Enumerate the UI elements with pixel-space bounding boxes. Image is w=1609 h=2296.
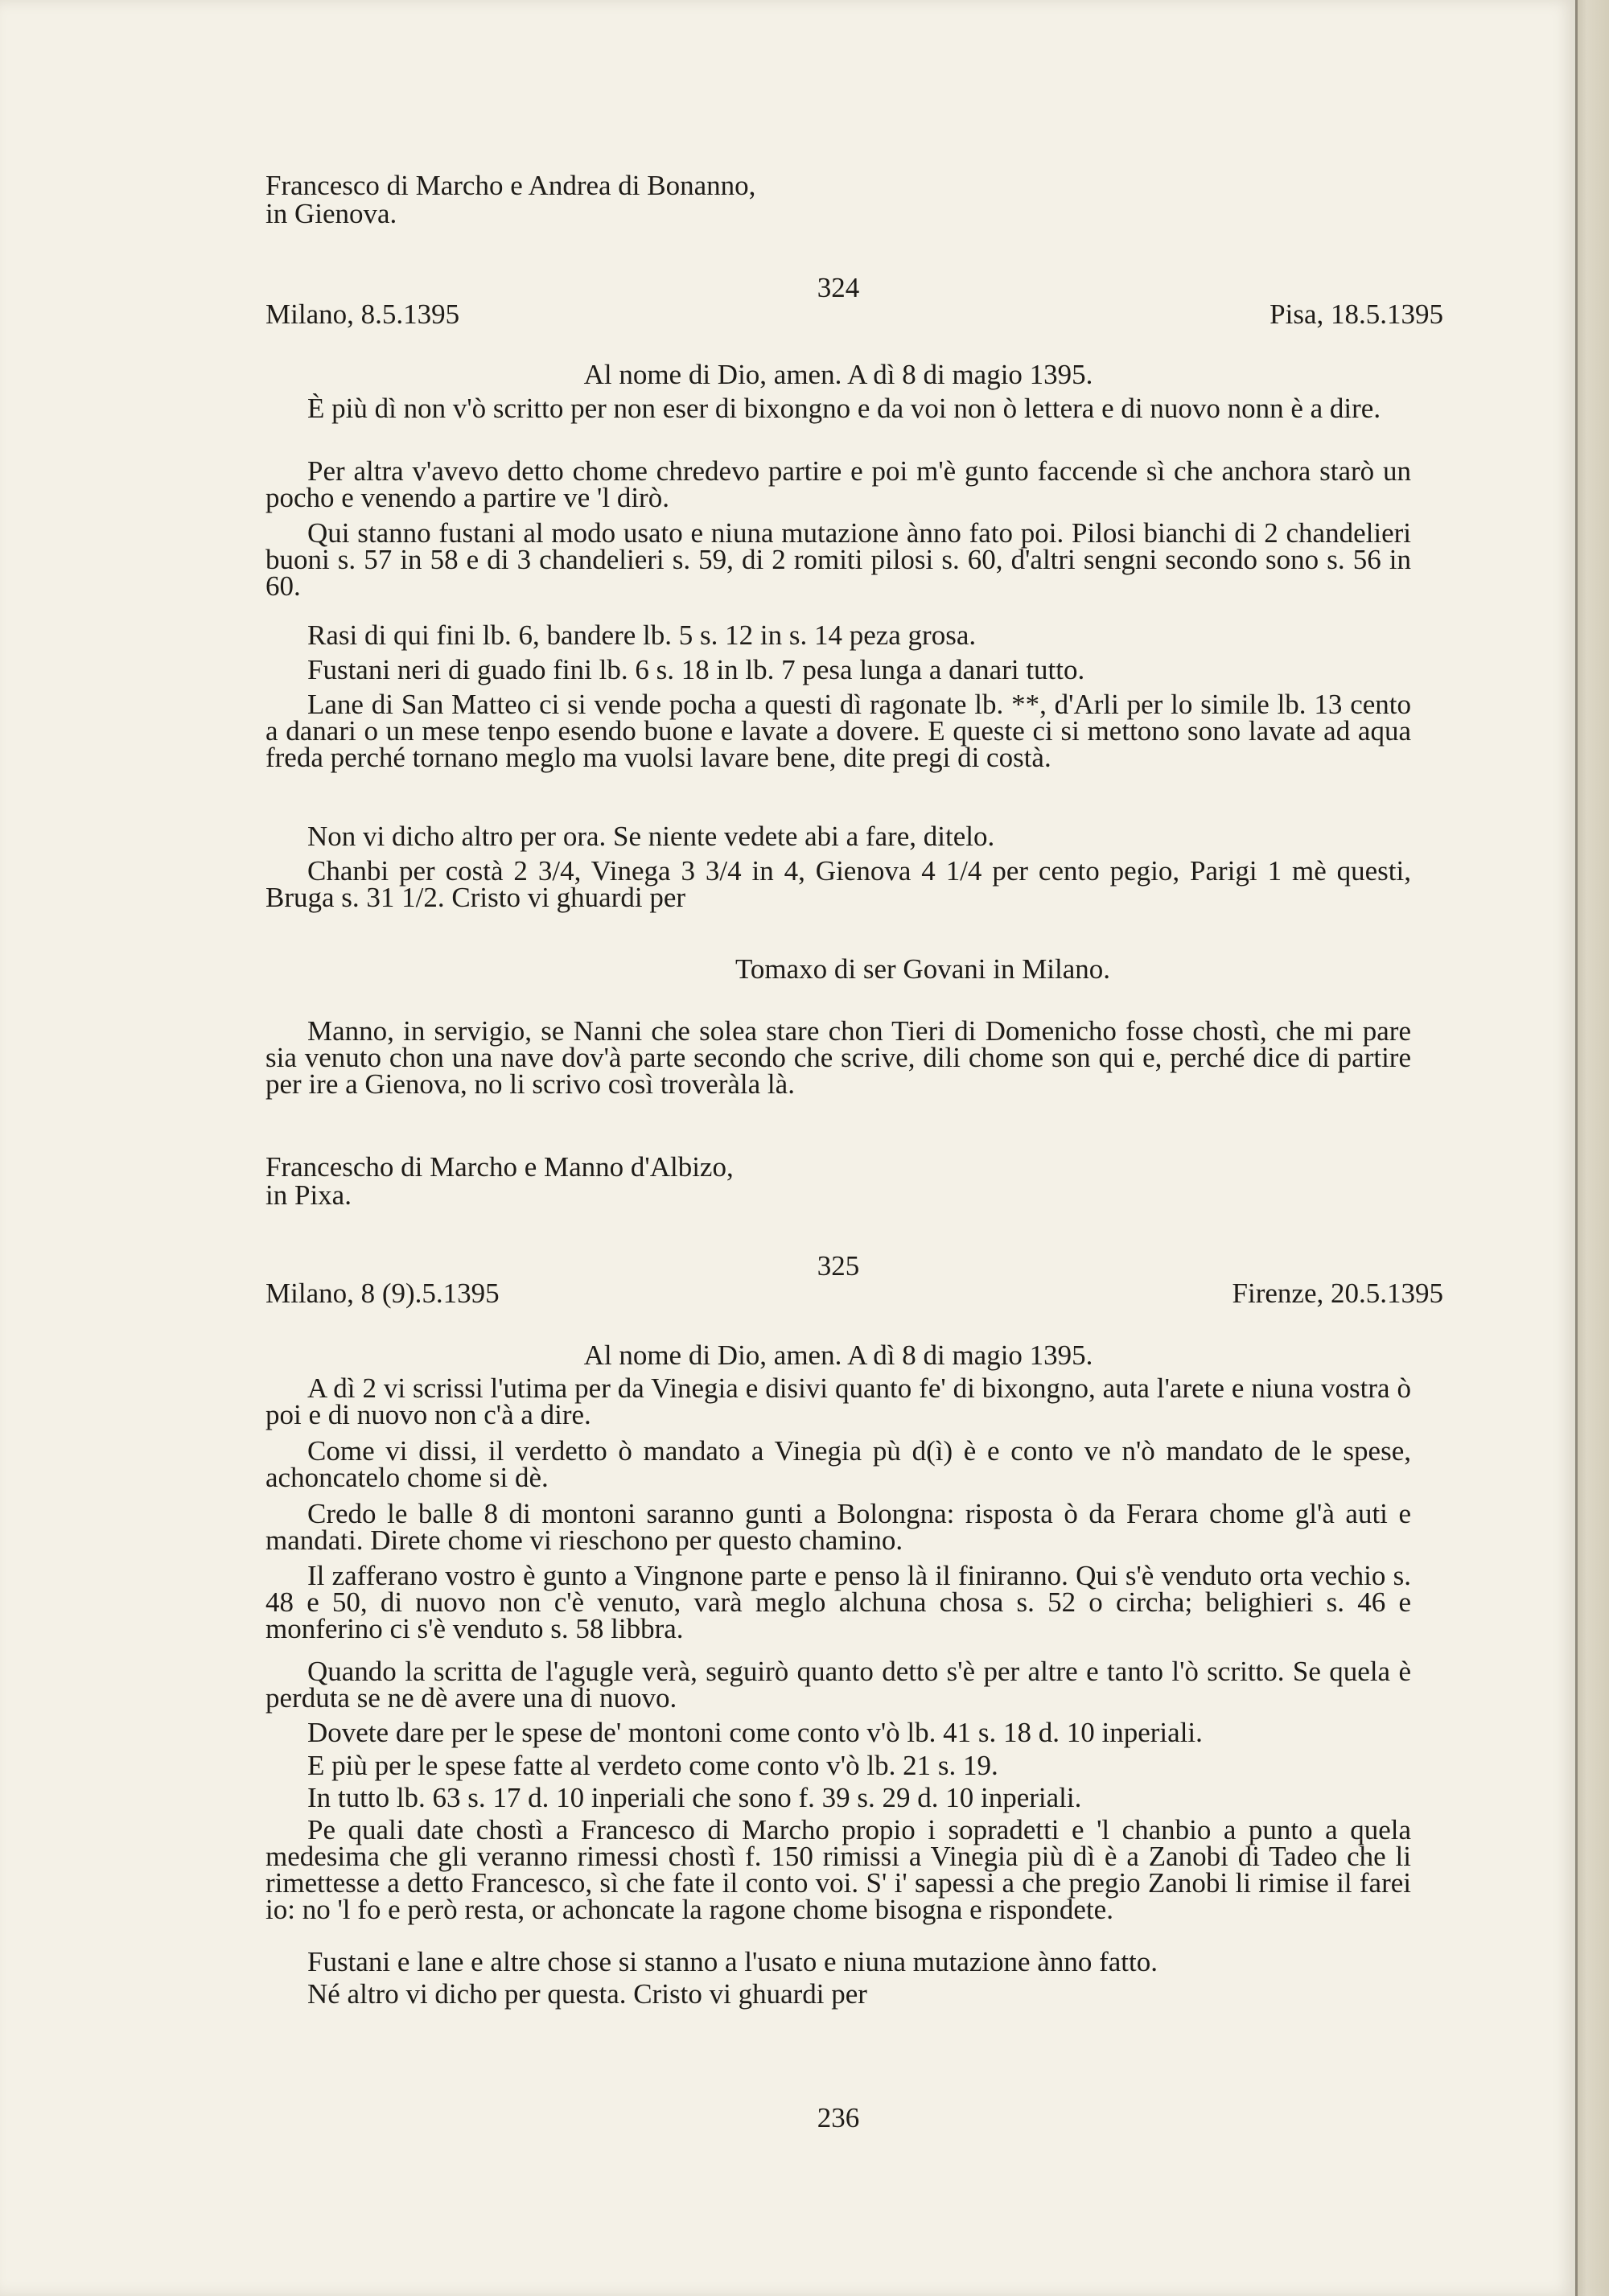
letter-325-paragraph: E più per le spese fatte al verdeto come conto v'ò lb. 21 s. 19. [307,1750,998,1781]
letter-325-number: 325 [817,1250,860,1282]
letter-324-postscript: Manno, in servigio, se Nanni che solea stare chon Tieri di Domenicho fosse chostì, che mi pare sia venuto chon una nave dov'à parte secondo che scrive, dili chome son qui e, perché dice di partire per ire a Gienova, no li scrivo così troveràla là. [265,1015,1411,1100]
letter-324-paragraph: È più dì non v'ò scritto per non eser di bixongno e da voi non ò lettera e di nuovo nonn è a dire. [307,393,1381,424]
letter-325-paragraph: Né altro vi dicho per questa. Cristo vi ghuardi per [307,1978,867,2010]
letter-324-signature: Tomaxo di ser Govani in Milano. [735,953,1111,985]
letter-324-paragraph: Lane di San Matteo ci si vende pocha a questi dì ragonate lb. **, d'Arli per lo simile lb. 13 cento a danari o un mese tenpo esendo buone e lavate a dovere. E queste ci si mettono sono lavate ad aqua freda perché tornano meglo ma vuolsi lavare bene, dite pregi di costà. [265,689,1411,773]
letter-325-paragraph: Come vi dissi, il verdetto ò mandato a Vinegia pù d(ì) è e conto ve n'ò mandato de le spese, achoncatelo chome si dè. [265,1435,1411,1493]
letter-324-paragraph: Chanbi per costà 2 3/4, Vinega 3 3/4 in 4, Gienova 4 1/4 per cento pegio, Parigi 1 mè questi, Bruga s. 31 1/2. Cristo vi ghuardi per [265,855,1411,913]
letter-324-address-line2: in Pixa. [265,1179,352,1211]
letter-325-paragraph: Dovete dare per le spese de' montoni come conto v'ò lb. 41 s. 18 d. 10 inperiali. [307,1717,1203,1748]
letter-324-address-line1: Francescho di Marcho e Manno d'Albizo, [265,1151,734,1183]
letter-324-paragraph: Non vi dicho altro per ora. Se niente vedete abi a fare, ditelo. [307,821,995,852]
letter-324-paragraph: Fustani neri di guado fini lb. 6 s. 18 in lb. 7 pesa lunga a danari tutto. [307,654,1085,685]
letter-324-origin: Milano, 8.5.1395 [265,298,460,330]
letter-325-origin: Milano, 8 (9).5.1395 [265,1278,500,1309]
letter-324-paragraph: Rasi di qui fini lb. 6, bandere lb. 5 s. 12 in s. 14 peza grosa. [307,619,977,651]
letter-325-paragraph: Credo le balle 8 di montoni saranno gunti a Bolongna: risposta ò da Ferara chome gl'à auti e mandati. Direte chome vi rieschono per questo chamino. [265,1498,1411,1556]
letter-324-paragraph: Per altra v'avevo detto chome chredevo partire e poi m'è gunto faccende sì che anchora starò un pocho e venendo a partire ve 'l dirò. [265,455,1411,513]
letter-325-paragraph: Fustani e lane e altre chose si stanno a l'usato e niuna mutazione ànno fatto. [307,1946,1158,1977]
letter-325-paragraph: A dì 2 vi scrissi l'utima per da Vinegia e disivi quanto fe' di bixongno, auta l'arete e niuna vostra ò poi e di nuovo non c'à a dire. [265,1372,1411,1430]
letter-325-invocation: Al nome di Dio, amen. A dì 8 di magio 1395. [583,1339,1093,1371]
letter-324-invocation: Al nome di Dio, amen. A dì 8 di magio 1395. [583,359,1093,390]
letter-325-paragraph: In tutto lb. 63 s. 17 d. 10 inperiali che sono f. 39 s. 29 d. 10 inperiali. [307,1782,1082,1813]
letter-324-arrival: Pisa, 18.5.1395 [1270,298,1443,330]
letter-324-paragraph: Qui stanno fustani al modo usato e niuna mutazione ànno fato poi. Pilosi bianchi di 2 chandelieri buoni s. 57 in 58 e di 3 chandelieri s. 59, di 2 romiti pilosi s. 60, d'altri sengni secondo sono s. 56 in 60. [265,517,1411,602]
page-edge-shadow [1575,0,1609,2296]
letter-325-paragraph: Quando la scritta de l'agugle verà, seguirò quanto detto s'è per altre e tanto l'ò scritto. Se quela è perduta se ne dè avere una di nuovo. [265,1656,1411,1714]
letter-325-paragraph: Pe quali date chostì a Francesco di Marcho propio i sopradetti e 'l chanbio a punto a quela medesima che gli veranno rimessi chostì f. 150 rimissi a Vinegia più dì è a Zanobi di Tadeo che li rimettesse a detto Francesco, sì che fate il conto voi. S' i' sapessi a che pregio Zanobi li rimise il farei io: no 'l fo e però resta, or achoncate la ragone chome bisogna e rispondete. [265,1814,1411,1925]
prev-letter-place: in Gienova. [265,198,397,229]
letter-325-arrival: Firenze, 20.5.1395 [1232,1278,1443,1309]
page-number: 236 [817,2102,860,2133]
prev-letter-sender: Francesco di Marcho e Andrea di Bonanno, [265,170,756,201]
letter-324-number: 324 [817,272,860,303]
letter-325-paragraph: Il zafferano vostro è gunto a Vingnone parte e penso là il finiranno. Qui s'è venduto orta vechio s. 48 e 50, di nuovo non c'è venuto, varà meglo alchuna chosa s. 52 o circha; belighieri s. 46 e monferino ci s'è venduto s. 58 libbra. [265,1560,1411,1644]
